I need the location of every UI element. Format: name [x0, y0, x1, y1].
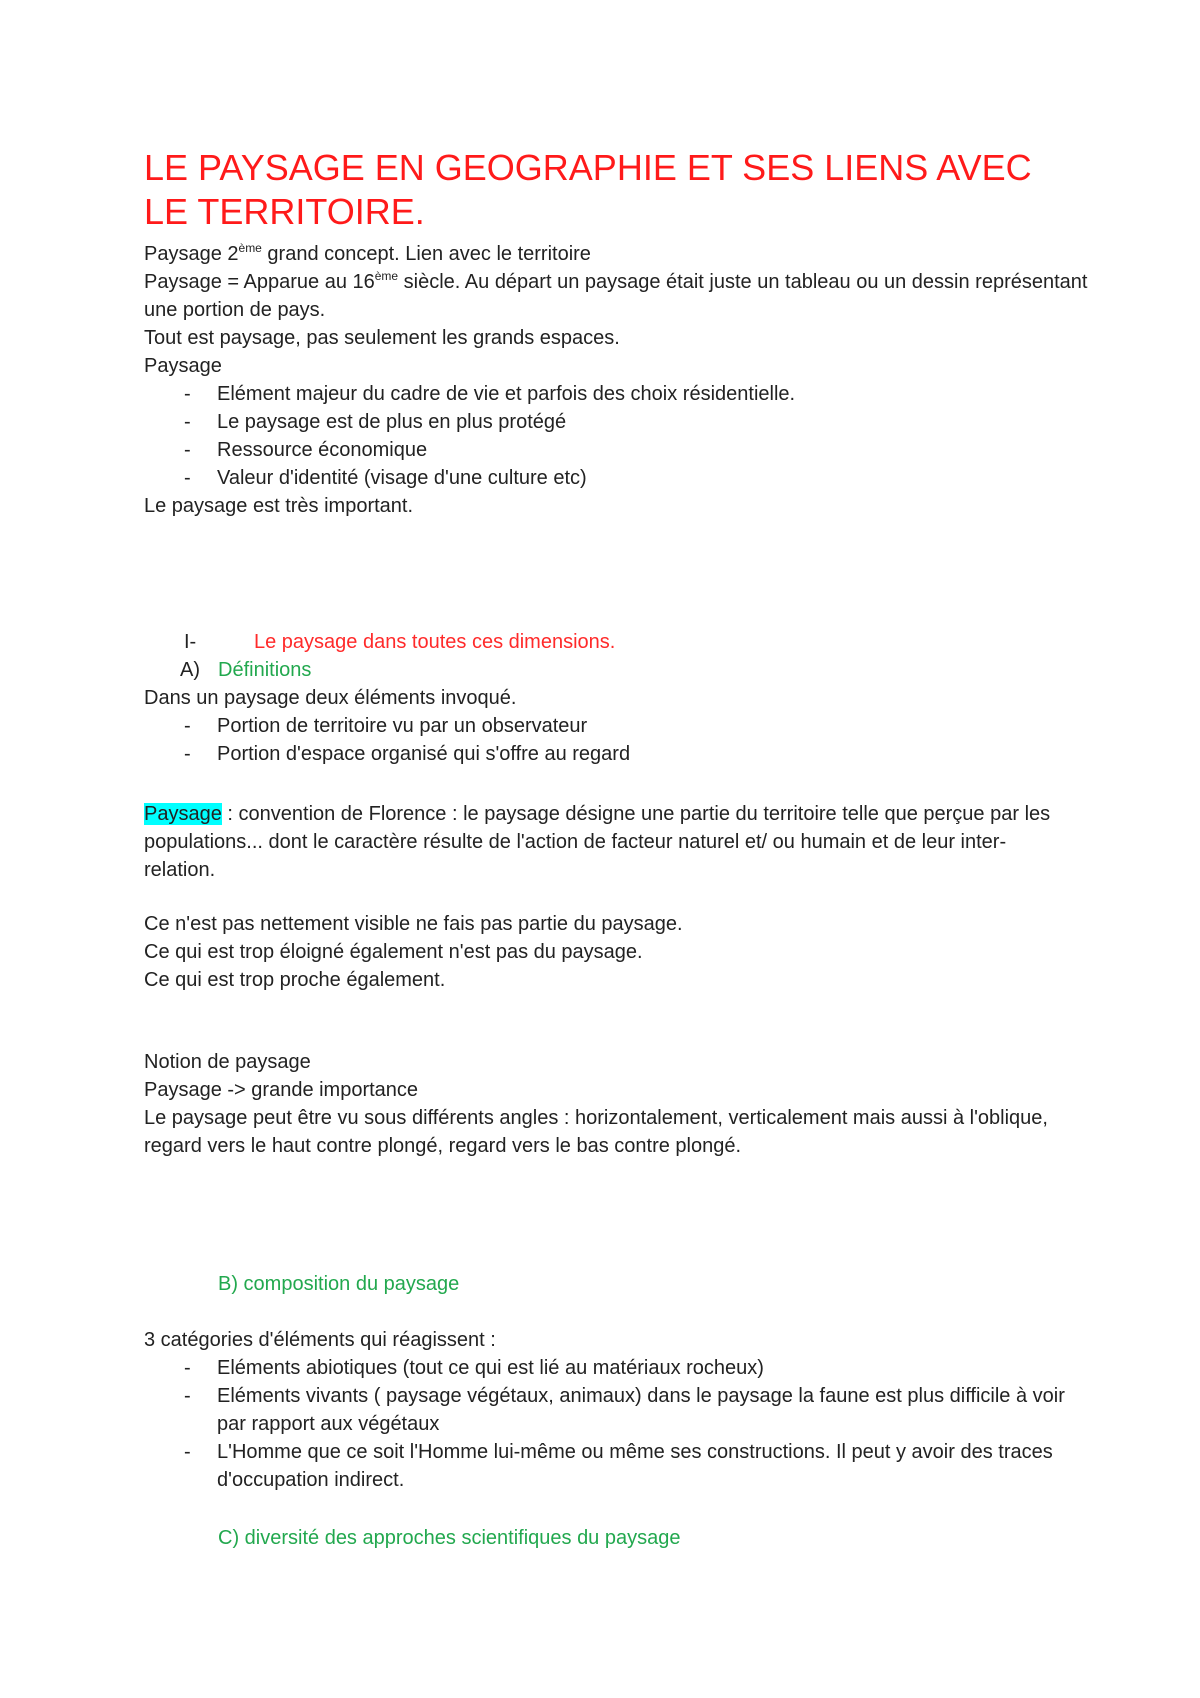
- list-item: - L'Homme que ce soit l'Homme lui-même ou même ses constructions. Il peut y avoir des traces d'occupation indirect.: [144, 1438, 1079, 1494]
- notion-line: Le paysage peut être vu sous différents angles : horizontalement, verticalement mais aussi à l'oblique, regard vers le haut contre plongé, regard vers le bas contre plongé.: [144, 1107, 1048, 1157]
- intro-line-4: Paysage: [144, 355, 222, 377]
- subsection-a-block: [144, 684, 1104, 768]
- list-item: - Portion de territoire vu par un observateur: [144, 712, 1104, 740]
- intro-line-1: Paysage 2ème grand concept. Lien avec le territoire: [144, 241, 591, 265]
- notion-line: Notion de paysage: [144, 1051, 311, 1073]
- intro-bullet-list: [144, 380, 1104, 492]
- bullet-dash: -: [184, 439, 191, 461]
- note-line: Ce qui est trop éloigné également n'est pas du paysage.: [144, 941, 643, 963]
- intro-line-3: Tout est paysage, pas seulement les grands espaces.: [144, 327, 620, 349]
- subsection-b-line: 3 catégories d'éléments qui réagissent :: [144, 1329, 496, 1351]
- definition-paragraph: [144, 800, 1074, 884]
- intro-line-5: Le paysage est très important.: [144, 495, 414, 517]
- definition-text: : convention de Florence : le paysage désigne une partie du territoire telle que perçue par les populations... dont le caractère résulte de l'action de facteur naturel et/ ou humain et de leur inter- relation.: [144, 803, 1051, 881]
- bullet-dash: -: [184, 715, 191, 737]
- list-item: - Eléments abiotiques (tout ce qui est lié au matériaux rocheux): [144, 1354, 1079, 1382]
- bullet-dash: -: [184, 411, 191, 433]
- intro-block: [144, 240, 1104, 520]
- list-item: - Eléments vivants ( paysage végétaux, animaux) dans le paysage la faune est plus difficile à voir par rapport aux végétaux: [144, 1382, 1079, 1438]
- highlighted-term: Paysage: [144, 803, 222, 825]
- list-item: - Elément majeur du cadre de vie et parfois des choix résidentielle.: [144, 380, 1104, 408]
- note-line: Ce n'est pas nettement visible ne fais pas partie du paysage.: [144, 913, 683, 935]
- notion-line: Paysage -> grande importance: [144, 1079, 419, 1101]
- subsection-a-bullet-list: [144, 712, 1104, 768]
- section-1-heading: Le paysage dans toutes ces dimensions.: [254, 631, 616, 653]
- list-item: - Valeur d'identité (visage d'une culture etc): [144, 464, 1104, 492]
- subsection-c-heading: C) diversité des approches scientifiques du paysage: [218, 1527, 681, 1549]
- subsection-b-block: [144, 1326, 1079, 1494]
- bullet-dash: -: [184, 1385, 191, 1407]
- bullet-dash: -: [184, 743, 191, 765]
- list-item: - Le paysage est de plus en plus protégé: [144, 408, 1104, 436]
- intro-line-2: Paysage = Apparue au 16ème siècle. Au départ un paysage était juste un tableau ou un dessin représentant une portion de pays.: [144, 269, 1088, 321]
- subsection-b-bullet-list: [144, 1354, 1079, 1494]
- note-line: Ce qui est trop proche également.: [144, 969, 446, 991]
- bullet-dash: -: [184, 383, 191, 405]
- list-item: - Ressource économique: [144, 436, 1104, 464]
- subsection-b-heading: B) composition du paysage: [218, 1273, 460, 1295]
- notes-block: [144, 910, 1104, 994]
- subsection-a-letter: A): [180, 659, 200, 681]
- notion-block: [144, 1048, 1089, 1160]
- bullet-dash: -: [184, 1357, 191, 1379]
- subsection-a-line: Dans un paysage deux éléments invoqué.: [144, 687, 517, 709]
- document-title: LE PAYSAGE EN GEOGRAPHIE ET SES LIENS AVEC LE TERRITOIRE.: [144, 147, 1032, 232]
- bullet-dash: -: [184, 467, 191, 489]
- bullet-dash: -: [184, 1441, 191, 1463]
- subsection-a-heading: Définitions: [218, 659, 312, 681]
- list-item: - Portion d'espace organisé qui s'offre au regard: [144, 740, 1104, 768]
- section-1-number: I-: [184, 631, 197, 653]
